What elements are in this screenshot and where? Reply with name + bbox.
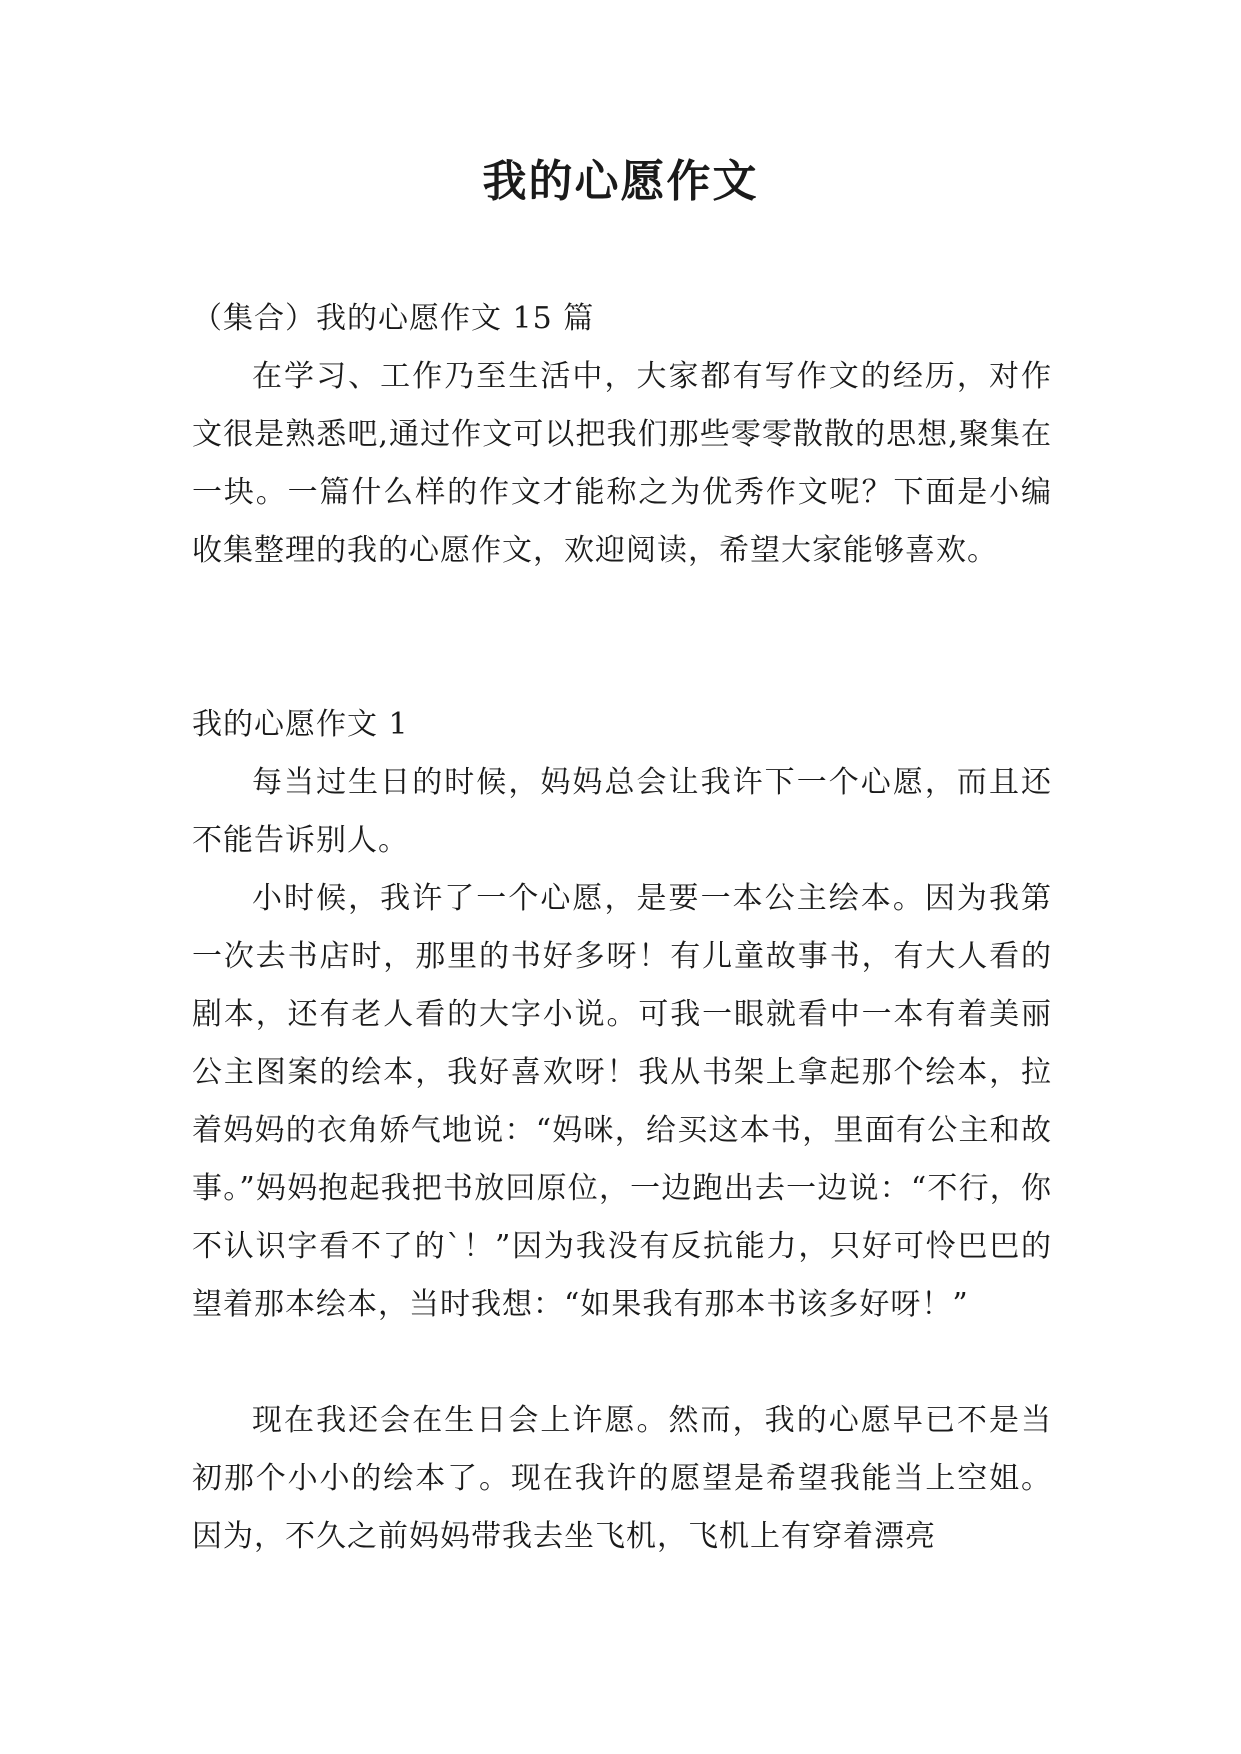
intro-paragraph: 在学习、工作乃至生活中，大家都有写作文的经历，对作文很是熟悉吧,通过作文可以把我们那些零零散散的思想,聚集在一块。一篇什么样的作文才能称之为优秀作文呢？下面是小编收集整理的我的心愿作文，欢迎阅读，希望大家能够喜欢。 <box>192 359 1052 568</box>
document-subtitle: （集合）我的心愿作文 15 篇 <box>192 301 595 336</box>
body-paragraph: 每当过生日的时候，妈妈总会让我许下一个心愿，而且还不能告诉别人。 <box>192 765 1052 858</box>
body-paragraph: 现在我还会在生日会上许愿。然而，我的心愿早已不是当初那个小小的绘本了。现在我许的愿望是希望我能当上空姐。因为，不久之前妈妈带我去坐飞机，飞机上有穿着漂亮 <box>192 1403 1052 1554</box>
document-title: 我的心愿作文 <box>482 156 759 207</box>
body-paragraph: 小时候，我许了一个心愿，是要一本公主绘本。因为我第一次去书店时，那里的书好多呀！有儿童故事书，有大人看的剧本，还有老人看的大字小说。可我一眼就看中一本有着美丽公主图案的绘本，我好喜欢呀！我从书架上拿起那个绘本，拉着妈妈的衣角娇气地说：“妈咪，给买这本书，里面有公主和故事。”妈妈抱起我把书放回原位，一边跑出去一边说：“不行，你不认识字看不了的`！”因为我没有反抗能力，只好可怜巴巴的望着那本绘本，当时我想：“如果我有那本书该多好呀！” <box>192 881 1052 1322</box>
section-heading: 我的心愿作文 1 <box>192 707 409 742</box>
